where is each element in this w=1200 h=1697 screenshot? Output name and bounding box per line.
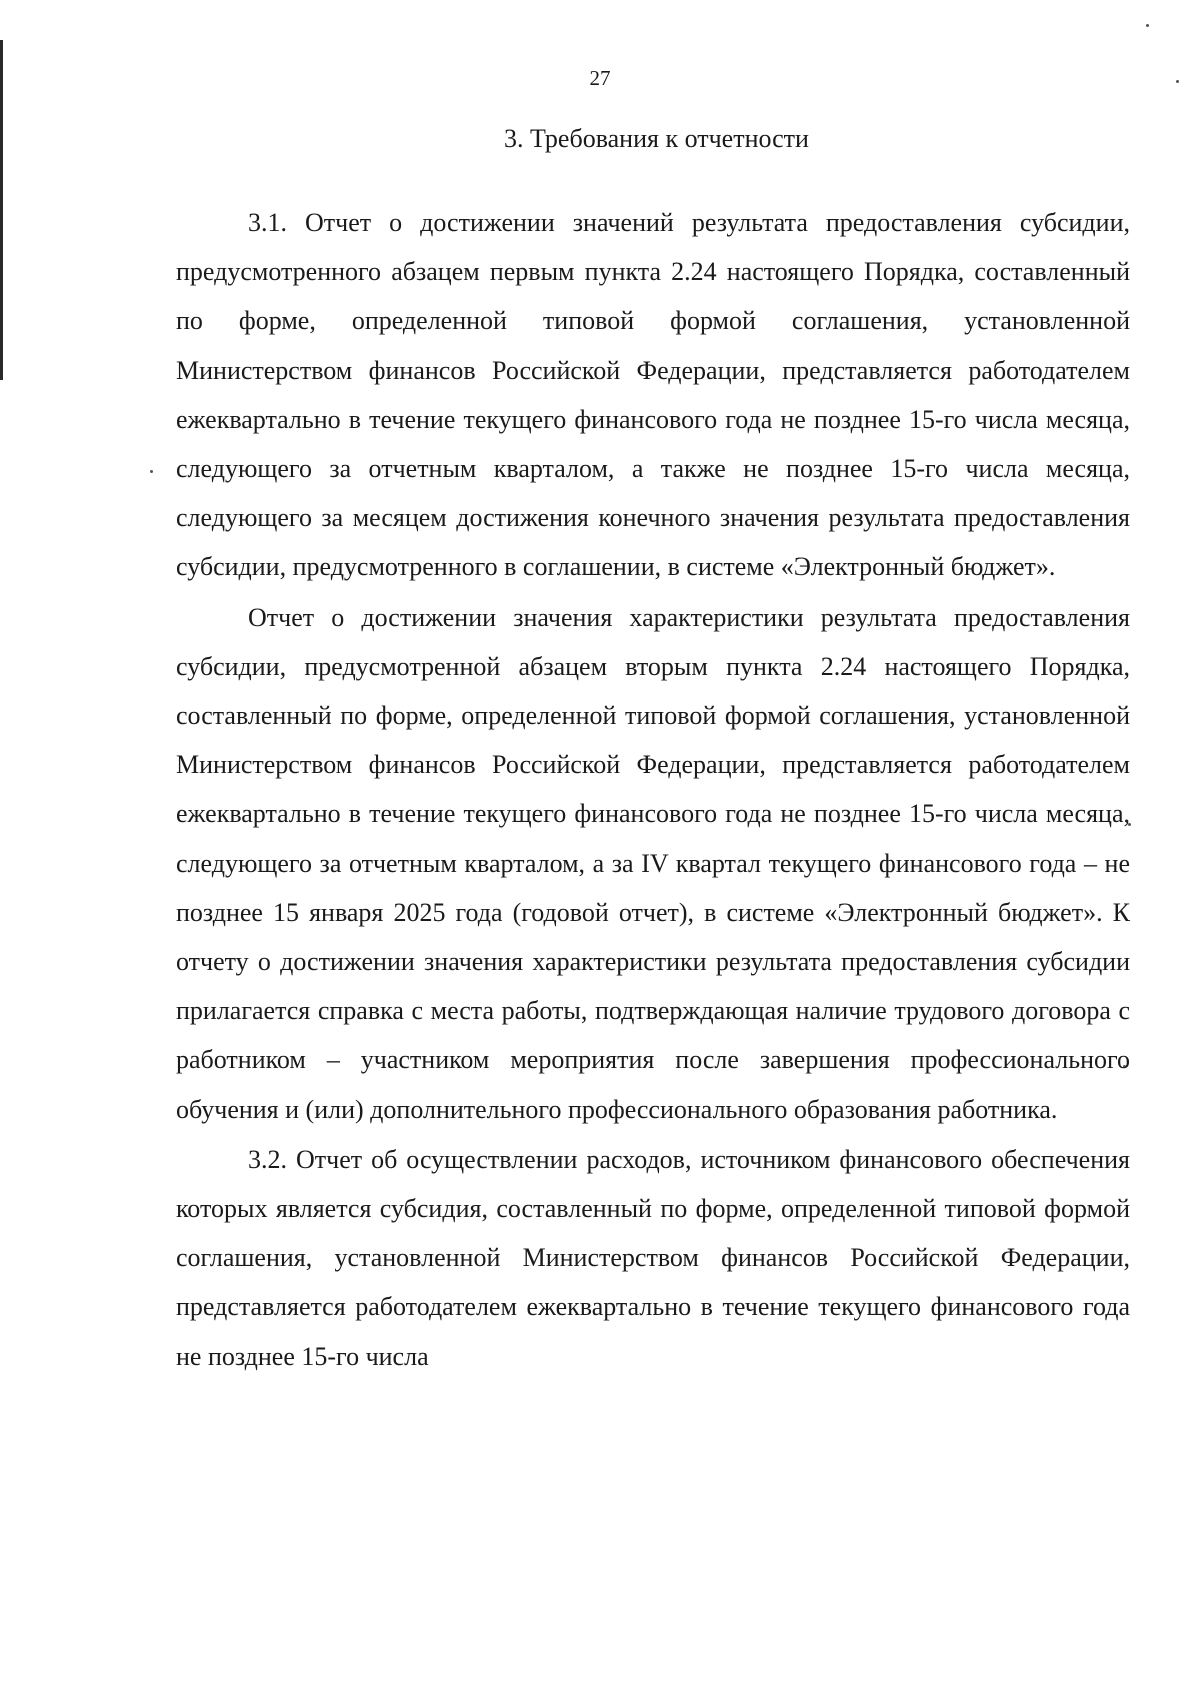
scan-speck <box>1146 24 1149 27</box>
scan-speck <box>150 470 153 473</box>
scan-edge-artifact <box>0 40 3 380</box>
body-text <box>176 198 1130 1381</box>
page-number: 27 <box>589 66 611 90</box>
paragraph-3-2: 3.2. Отчет об осуществлении расходов, источником финансового обеспечения которых является субсидия, составленный по форме, определенной типовой формой соглашения, установленной Министерством финансов Российской Федерации, представляется работодателем ежеквартально в течение текущего финансового года не позднее 15-го числа <box>176 1144 1130 1371</box>
paragraph-3-1-report-characteristic: Отчет о достижении значения характеристики результата предоставления субсидии, предусмотренной абзацем вторым пункта 2.24 настоящего Порядка, составленный по форме, определенной типовой формой соглашения, установленной Министерством финансов Российской Федерации, представляется работодателем ежеквартально в течение текущего финансового года не позднее 15-го числа месяца, следующего за отчетным кварталом, а за IV квартал текущего финансового года – не позднее 15 января 2025 года (годовой отчет), в системе «Электронный бюджет». К отчету о достижении значения характеристики результата предоставления субсидии прилагается справка с места работы, подтверждающая наличие трудового договора с работником – участником мероприятия после завершения профессионального обучения и (или) дополнительного профессионального образования работника. <box>176 602 1130 1124</box>
section-title: 3. Требования к отчетности <box>504 124 809 153</box>
paragraph-3-1: 3.1. Отчет о достижении значений результата предоставления субсидии, предусмотренного абзацем первым пункта 2.24 настоящего Порядка, составленный по форме, определенной типовой формой соглашения, установленной Министерством финансов Российской Федерации, представляется работодателем ежеквартально в течение текущего финансового года не позднее 15-го числа месяца, следующего за отчетным кварталом, а также не позднее 15-го числа месяца, следующего за месяцем достижения конечного значения результата предоставления субсидии, предусмотренного в соглашении, в системе «Электронный бюджет». <box>176 208 1130 582</box>
